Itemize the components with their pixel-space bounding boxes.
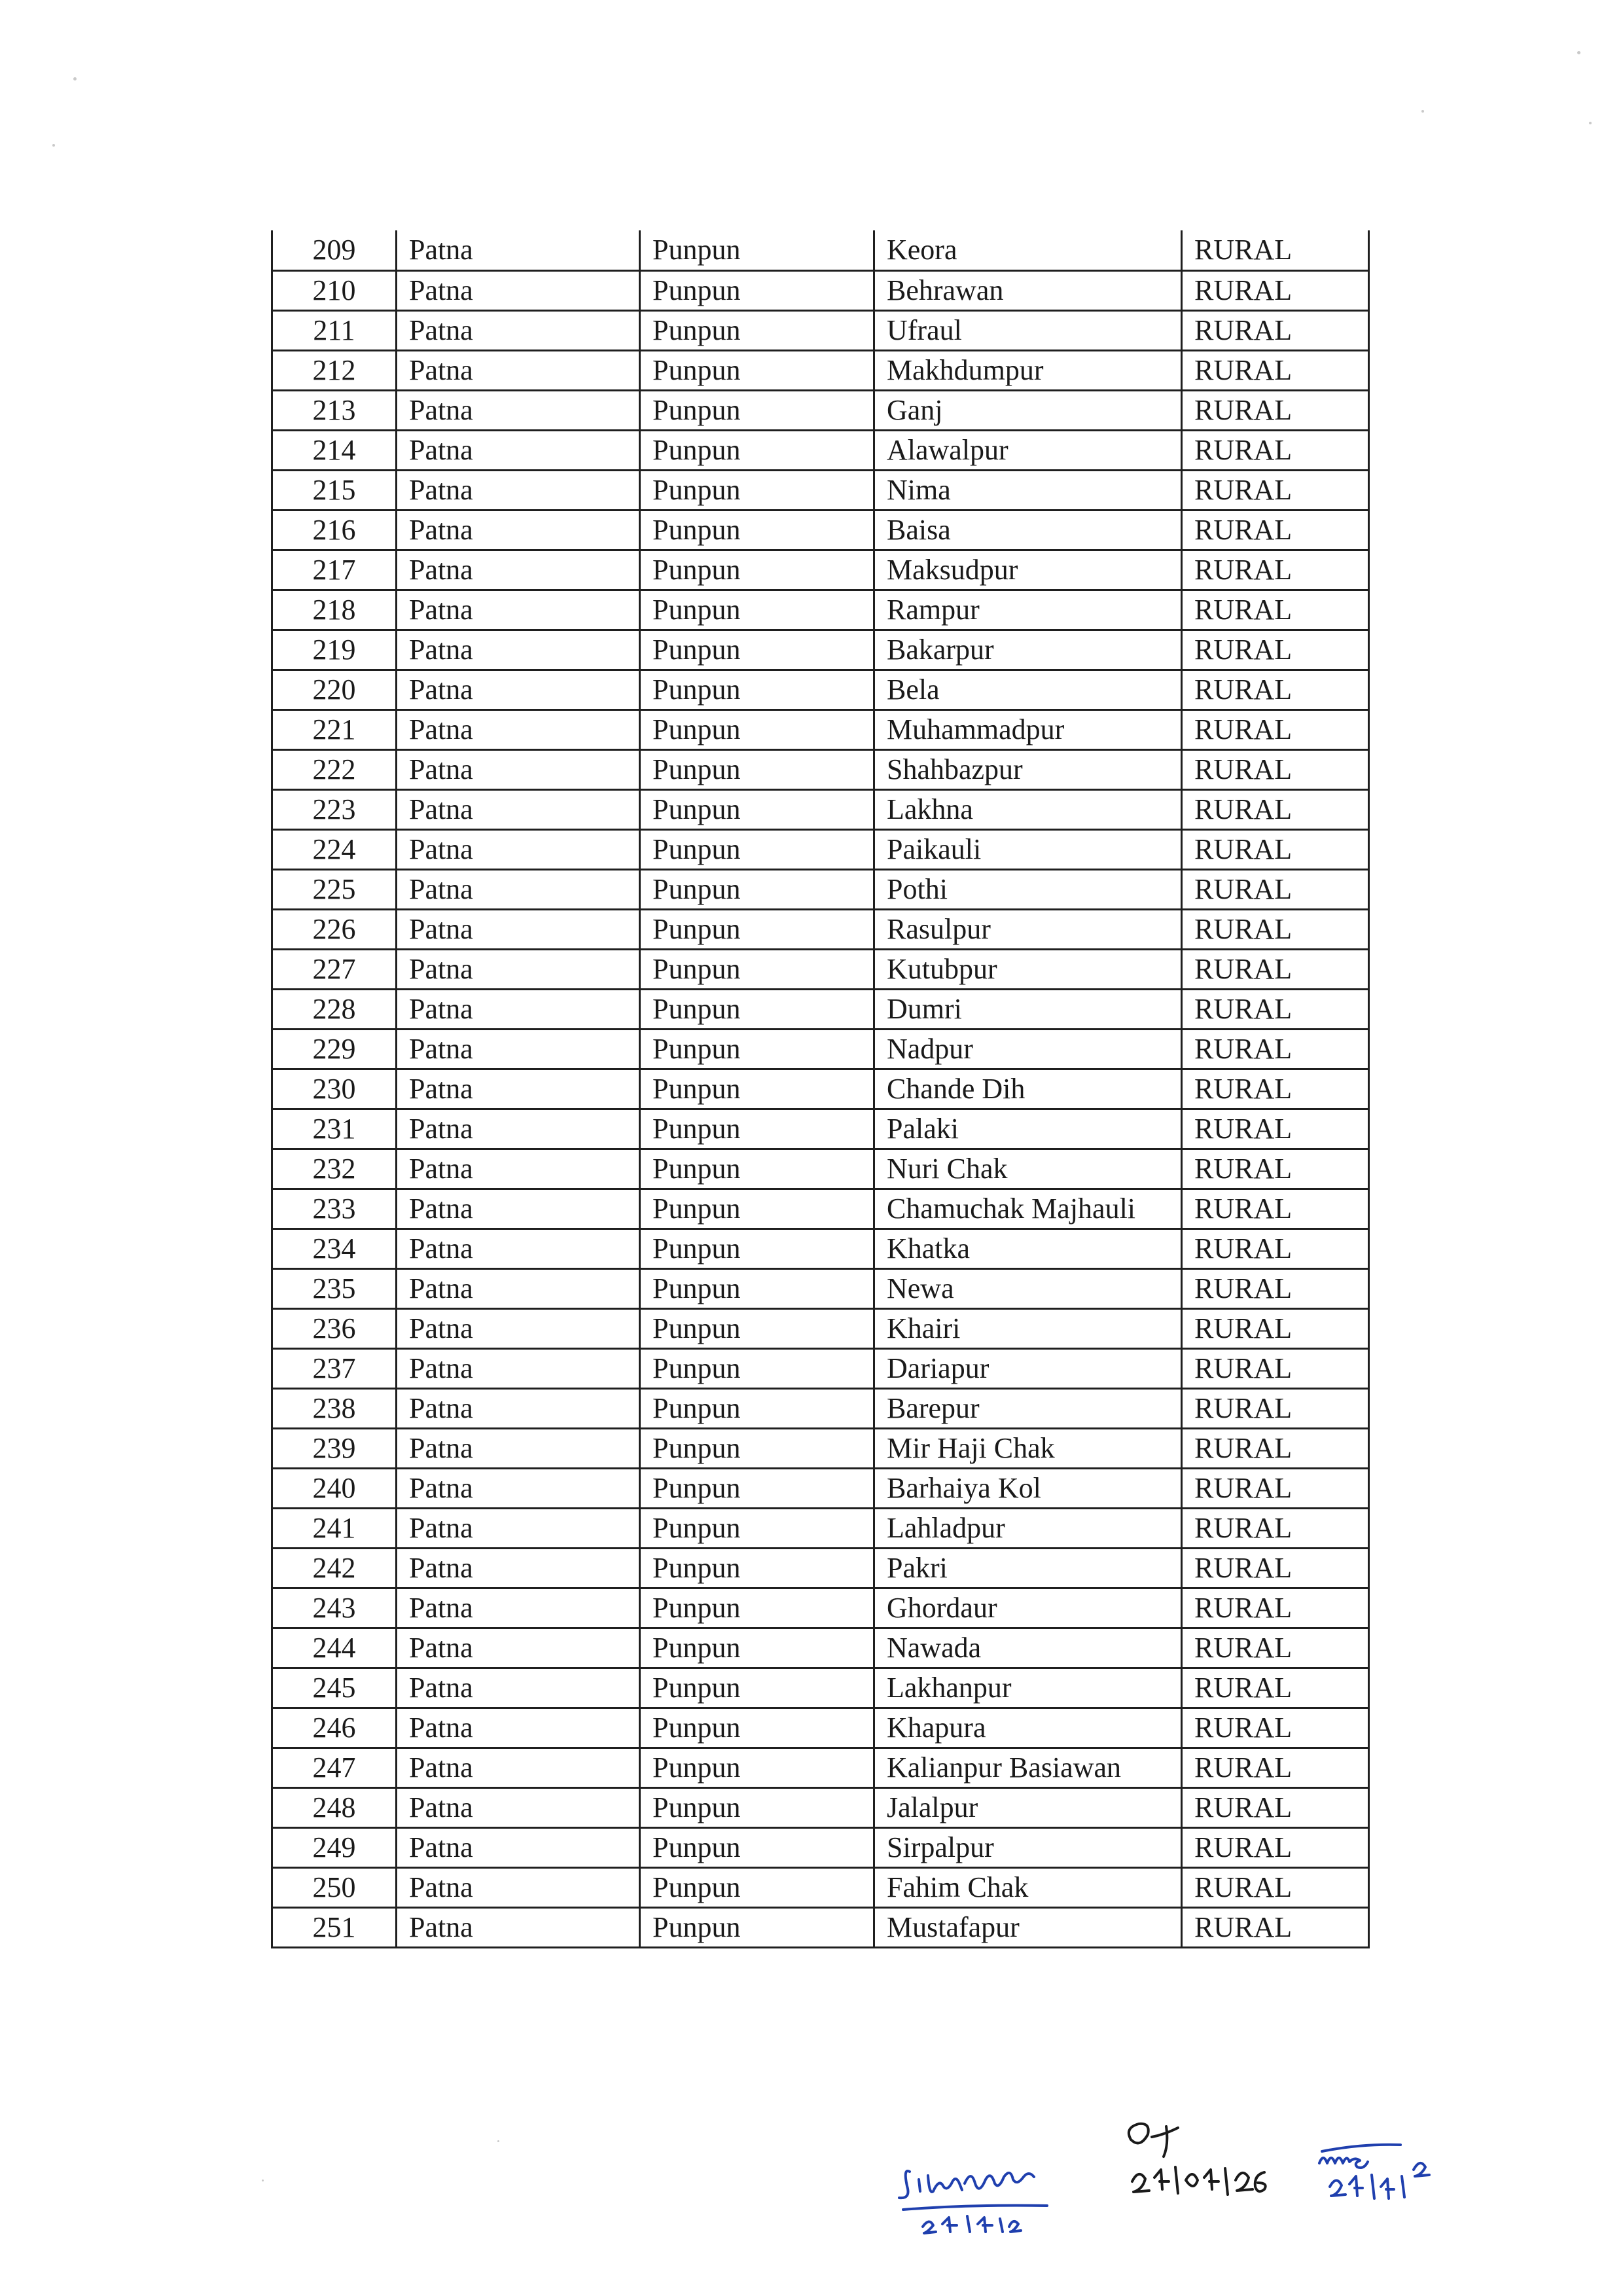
serial-number-cell: 213 [272, 390, 397, 430]
area-type-cell: RURAL [1182, 1628, 1369, 1668]
block-cell: Punpun [640, 1069, 874, 1109]
district-cell: Patna [397, 1588, 640, 1628]
block-cell: Punpun [640, 350, 874, 390]
block-cell: Punpun [640, 1268, 874, 1308]
area-type-cell: RURAL [1182, 550, 1369, 590]
table-row [272, 670, 1369, 709]
table-row [272, 709, 1369, 749]
block-cell: Punpun [640, 1748, 874, 1787]
serial-number-cell: 236 [272, 1308, 397, 1348]
area-type-cell: RURAL [1182, 590, 1369, 630]
district-cell: Patna [397, 789, 640, 829]
area-type-cell: RURAL [1182, 789, 1369, 829]
block-cell: Punpun [640, 869, 874, 909]
serial-number-cell: 216 [272, 510, 397, 550]
district-cell: Patna [397, 1388, 640, 1428]
serial-number-cell: 219 [272, 630, 397, 670]
area-type-cell: RURAL [1182, 270, 1369, 310]
block-cell: Punpun [640, 1548, 874, 1588]
village-name-cell: Palaki [874, 1109, 1182, 1149]
serial-number-cell: 244 [272, 1628, 397, 1668]
table-row [272, 1149, 1369, 1189]
district-cell: Patna [397, 1428, 640, 1468]
village-name-cell: Nuri Chak [874, 1149, 1182, 1189]
serial-number-cell: 237 [272, 1348, 397, 1388]
village-name-cell: Jalalpur [874, 1787, 1182, 1827]
area-type-cell: RURAL [1182, 1907, 1369, 1947]
area-type-cell: RURAL [1182, 1787, 1369, 1827]
block-cell: Punpun [640, 789, 874, 829]
table-row [272, 1109, 1369, 1149]
district-cell: Patna [397, 590, 640, 630]
district-cell: Patna [397, 1548, 640, 1588]
block-cell: Punpun [640, 749, 874, 789]
serial-number-cell: 224 [272, 829, 397, 869]
block-cell: Punpun [640, 510, 874, 550]
serial-number-cell: 238 [272, 1388, 397, 1428]
table-row [272, 630, 1369, 670]
area-type-cell: RURAL [1182, 869, 1369, 909]
serial-number-cell: 232 [272, 1149, 397, 1189]
serial-number-cell: 222 [272, 749, 397, 789]
block-cell: Punpun [640, 1109, 874, 1149]
district-cell: Patna [397, 949, 640, 989]
area-type-cell: RURAL [1182, 1867, 1369, 1907]
village-name-cell: Ganj [874, 390, 1182, 430]
district-cell: Patna [397, 1867, 640, 1907]
area-type-cell: RURAL [1182, 1468, 1369, 1508]
area-type-cell: RURAL [1182, 670, 1369, 709]
block-cell: Punpun [640, 989, 874, 1029]
district-cell: Patna [397, 1029, 640, 1069]
area-type-cell: RURAL [1182, 470, 1369, 510]
block-cell: Punpun [640, 1189, 874, 1229]
block-cell: Punpun [640, 829, 874, 869]
area-type-cell: RURAL [1182, 350, 1369, 390]
table-row [272, 1548, 1369, 1588]
block-cell: Punpun [640, 630, 874, 670]
village-name-cell: Maksudpur [874, 550, 1182, 590]
block-cell: Punpun [640, 230, 874, 270]
district-cell: Patna [397, 1708, 640, 1748]
signature-3 [1315, 2137, 1446, 2222]
district-cell: Patna [397, 1748, 640, 1787]
table-row [272, 1189, 1369, 1229]
village-name-cell: Keora [874, 230, 1182, 270]
serial-number-cell: 227 [272, 949, 397, 989]
district-cell: Patna [397, 1668, 640, 1708]
table-row [272, 350, 1369, 390]
village-name-cell: Barhaiya Kol [874, 1468, 1182, 1508]
serial-number-cell: 209 [272, 230, 397, 270]
district-cell: Patna [397, 829, 640, 869]
table-row [272, 1827, 1369, 1867]
district-cell: Patna [397, 869, 640, 909]
table-row [272, 270, 1369, 310]
table-row [272, 1748, 1369, 1787]
area-type-cell: RURAL [1182, 1428, 1369, 1468]
table-row [272, 310, 1369, 350]
table-row [272, 1069, 1369, 1109]
village-list-table [271, 230, 1370, 1948]
village-name-cell: Bakarpur [874, 630, 1182, 670]
village-name-cell: Mustafapur [874, 1907, 1182, 1947]
area-type-cell: RURAL [1182, 1548, 1369, 1588]
serial-number-cell: 250 [272, 1867, 397, 1907]
area-type-cell: RURAL [1182, 630, 1369, 670]
table-row [272, 430, 1369, 470]
village-name-cell: Alawalpur [874, 430, 1182, 470]
block-cell: Punpun [640, 1668, 874, 1708]
table-row [272, 1468, 1369, 1508]
serial-number-cell: 225 [272, 869, 397, 909]
district-cell: Patna [397, 1268, 640, 1308]
signature-1 [897, 2147, 1067, 2245]
district-cell: Patna [397, 1348, 640, 1388]
district-cell: Patna [397, 1069, 640, 1109]
area-type-cell: RURAL [1182, 1348, 1369, 1388]
area-type-cell: RURAL [1182, 1189, 1369, 1229]
block-cell: Punpun [640, 670, 874, 709]
block-cell: Punpun [640, 1149, 874, 1189]
area-type-cell: RURAL [1182, 1827, 1369, 1867]
serial-number-cell: 211 [272, 310, 397, 350]
village-name-cell: Khairi [874, 1308, 1182, 1348]
table-row [272, 869, 1369, 909]
area-type-cell: RURAL [1182, 1588, 1369, 1628]
village-name-cell: Paikauli [874, 829, 1182, 869]
village-name-cell: Khatka [874, 1229, 1182, 1268]
district-cell: Patna [397, 1149, 640, 1189]
table-body [272, 230, 1369, 1947]
district-cell: Patna [397, 1189, 640, 1229]
block-cell: Punpun [640, 1428, 874, 1468]
district-cell: Patna [397, 1109, 640, 1149]
block-cell: Punpun [640, 1508, 874, 1548]
district-cell: Patna [397, 430, 640, 470]
village-name-cell: Nadpur [874, 1029, 1182, 1069]
serial-number-cell: 228 [272, 989, 397, 1029]
district-cell: Patna [397, 310, 640, 350]
area-type-cell: RURAL [1182, 230, 1369, 270]
table-row [272, 510, 1369, 550]
table-row [272, 949, 1369, 989]
table-row [272, 1668, 1369, 1708]
serial-number-cell: 212 [272, 350, 397, 390]
block-cell: Punpun [640, 1588, 874, 1628]
block-cell: Punpun [640, 1867, 874, 1907]
village-name-cell: Bela [874, 670, 1182, 709]
district-cell: Patna [397, 1907, 640, 1947]
area-type-cell: RURAL [1182, 1109, 1369, 1149]
area-type-cell: RURAL [1182, 1508, 1369, 1548]
block-cell: Punpun [640, 1628, 874, 1668]
serial-number-cell: 247 [272, 1748, 397, 1787]
area-type-cell: RURAL [1182, 1308, 1369, 1348]
block-cell: Punpun [640, 550, 874, 590]
block-cell: Punpun [640, 470, 874, 510]
block-cell: Punpun [640, 1348, 874, 1388]
district-cell: Patna [397, 1229, 640, 1268]
village-name-cell: Mir Haji Chak [874, 1428, 1182, 1468]
block-cell: Punpun [640, 1029, 874, 1069]
table-row [272, 550, 1369, 590]
serial-number-cell: 249 [272, 1827, 397, 1867]
village-name-cell: Makhdumpur [874, 350, 1182, 390]
area-type-cell: RURAL [1182, 310, 1369, 350]
table-row [272, 1708, 1369, 1748]
table-row [272, 1029, 1369, 1069]
village-name-cell: Chamuchak Majhauli [874, 1189, 1182, 1229]
village-name-cell: Kalianpur Basiawan [874, 1748, 1182, 1787]
village-name-cell: Lakhanpur [874, 1668, 1182, 1708]
serial-number-cell: 220 [272, 670, 397, 709]
area-type-cell: RURAL [1182, 510, 1369, 550]
district-cell: Patna [397, 1508, 640, 1548]
table-row [272, 829, 1369, 869]
table-row [272, 1229, 1369, 1268]
serial-number-cell: 221 [272, 709, 397, 749]
block-cell: Punpun [640, 1468, 874, 1508]
area-type-cell: RURAL [1182, 989, 1369, 1029]
table-row [272, 789, 1369, 829]
serial-number-cell: 233 [272, 1189, 397, 1229]
serial-number-cell: 218 [272, 590, 397, 630]
table-row [272, 470, 1369, 510]
village-name-cell: Sirpalpur [874, 1827, 1182, 1867]
table-row [272, 1907, 1369, 1947]
area-type-cell: RURAL [1182, 1069, 1369, 1109]
scan-speck [73, 77, 77, 81]
village-name-cell: Rasulpur [874, 909, 1182, 949]
village-name-cell: Baisa [874, 510, 1182, 550]
table-row [272, 749, 1369, 789]
table-row [272, 590, 1369, 630]
scan-speck [497, 2140, 499, 2142]
scan-speck [1421, 110, 1424, 113]
block-cell: Punpun [640, 270, 874, 310]
village-name-cell: Dariapur [874, 1348, 1182, 1388]
village-name-cell: Kutubpur [874, 949, 1182, 989]
serial-number-cell: 243 [272, 1588, 397, 1628]
scan-speck [1577, 51, 1580, 54]
serial-number-cell: 230 [272, 1069, 397, 1109]
serial-number-cell: 246 [272, 1708, 397, 1748]
district-cell: Patna [397, 470, 640, 510]
district-cell: Patna [397, 550, 640, 590]
table-row [272, 1308, 1369, 1348]
serial-number-cell: 217 [272, 550, 397, 590]
block-cell: Punpun [640, 1827, 874, 1867]
village-name-cell: Shahbazpur [874, 749, 1182, 789]
serial-number-cell: 239 [272, 1428, 397, 1468]
area-type-cell: RURAL [1182, 1748, 1369, 1787]
district-cell: Patna [397, 350, 640, 390]
area-type-cell: RURAL [1182, 1668, 1369, 1708]
village-name-cell: Behrawan [874, 270, 1182, 310]
district-cell: Patna [397, 630, 640, 670]
area-type-cell: RURAL [1182, 709, 1369, 749]
table-row [272, 1348, 1369, 1388]
area-type-cell: RURAL [1182, 430, 1369, 470]
village-name-cell: Ghordaur [874, 1588, 1182, 1628]
serial-number-cell: 235 [272, 1268, 397, 1308]
serial-number-cell: 245 [272, 1668, 397, 1708]
district-cell: Patna [397, 749, 640, 789]
block-cell: Punpun [640, 430, 874, 470]
table-row [272, 230, 1369, 270]
area-type-cell: RURAL [1182, 1149, 1369, 1189]
scan-speck [1589, 122, 1592, 124]
village-name-cell: Nima [874, 470, 1182, 510]
serial-number-cell: 214 [272, 430, 397, 470]
district-cell: Patna [397, 1468, 640, 1508]
district-cell: Patna [397, 989, 640, 1029]
serial-number-cell: 234 [272, 1229, 397, 1268]
area-type-cell: RURAL [1182, 829, 1369, 869]
village-name-cell: Newa [874, 1268, 1182, 1308]
district-cell: Patna [397, 709, 640, 749]
district-cell: Patna [397, 390, 640, 430]
district-cell: Patna [397, 670, 640, 709]
table-row [272, 1388, 1369, 1428]
serial-number-cell: 229 [272, 1029, 397, 1069]
block-cell: Punpun [640, 1907, 874, 1947]
village-name-cell: Fahim Chak [874, 1867, 1182, 1907]
village-name-cell: Lakhna [874, 789, 1182, 829]
area-type-cell: RURAL [1182, 1708, 1369, 1748]
block-cell: Punpun [640, 1708, 874, 1748]
block-cell: Punpun [640, 1229, 874, 1268]
village-name-cell: Chande Dih [874, 1069, 1182, 1109]
village-name-cell: Muhammadpur [874, 709, 1182, 749]
table-row [272, 1268, 1369, 1308]
table-row [272, 390, 1369, 430]
serial-number-cell: 215 [272, 470, 397, 510]
district-cell: Patna [397, 1628, 640, 1668]
block-cell: Punpun [640, 1388, 874, 1428]
district-cell: Patna [397, 909, 640, 949]
village-name-cell: Barepur [874, 1388, 1182, 1428]
area-type-cell: RURAL [1182, 1229, 1369, 1268]
area-type-cell: RURAL [1182, 1388, 1369, 1428]
block-cell: Punpun [640, 949, 874, 989]
block-cell: Punpun [640, 1308, 874, 1348]
scan-speck [52, 144, 55, 147]
village-name-cell: Pothi [874, 869, 1182, 909]
serial-number-cell: 210 [272, 270, 397, 310]
serial-number-cell: 248 [272, 1787, 397, 1827]
village-name-cell: Pakri [874, 1548, 1182, 1588]
table-row [272, 909, 1369, 949]
table-row [272, 1508, 1369, 1548]
village-name-cell: Dumri [874, 989, 1182, 1029]
area-type-cell: RURAL [1182, 749, 1369, 789]
village-name-cell: Nawada [874, 1628, 1182, 1668]
table-row [272, 1787, 1369, 1827]
serial-number-cell: 223 [272, 789, 397, 829]
table-row [272, 1628, 1369, 1668]
block-cell: Punpun [640, 310, 874, 350]
district-cell: Patna [397, 1787, 640, 1827]
table-row [272, 1428, 1369, 1468]
village-name-cell: Lahladpur [874, 1508, 1182, 1548]
serial-number-cell: 251 [272, 1907, 397, 1947]
serial-number-cell: 240 [272, 1468, 397, 1508]
block-cell: Punpun [640, 390, 874, 430]
district-cell: Patna [397, 1827, 640, 1867]
area-type-cell: RURAL [1182, 949, 1369, 989]
signature-2 [1113, 2117, 1283, 2215]
serial-number-cell: 242 [272, 1548, 397, 1588]
table-row [272, 1867, 1369, 1907]
district-cell: Patna [397, 230, 640, 270]
block-cell: Punpun [640, 590, 874, 630]
table-row [272, 1588, 1369, 1628]
area-type-cell: RURAL [1182, 1029, 1369, 1069]
scan-speck [262, 2179, 264, 2181]
serial-number-cell: 231 [272, 1109, 397, 1149]
table-row [272, 989, 1369, 1029]
area-type-cell: RURAL [1182, 390, 1369, 430]
village-name-cell: Ufraul [874, 310, 1182, 350]
district-cell: Patna [397, 510, 640, 550]
village-name-cell: Khapura [874, 1708, 1182, 1748]
district-cell: Patna [397, 1308, 640, 1348]
area-type-cell: RURAL [1182, 909, 1369, 949]
serial-number-cell: 241 [272, 1508, 397, 1548]
serial-number-cell: 226 [272, 909, 397, 949]
block-cell: Punpun [640, 709, 874, 749]
village-name-cell: Rampur [874, 590, 1182, 630]
block-cell: Punpun [640, 1787, 874, 1827]
area-type-cell: RURAL [1182, 1268, 1369, 1308]
block-cell: Punpun [640, 909, 874, 949]
district-cell: Patna [397, 270, 640, 310]
